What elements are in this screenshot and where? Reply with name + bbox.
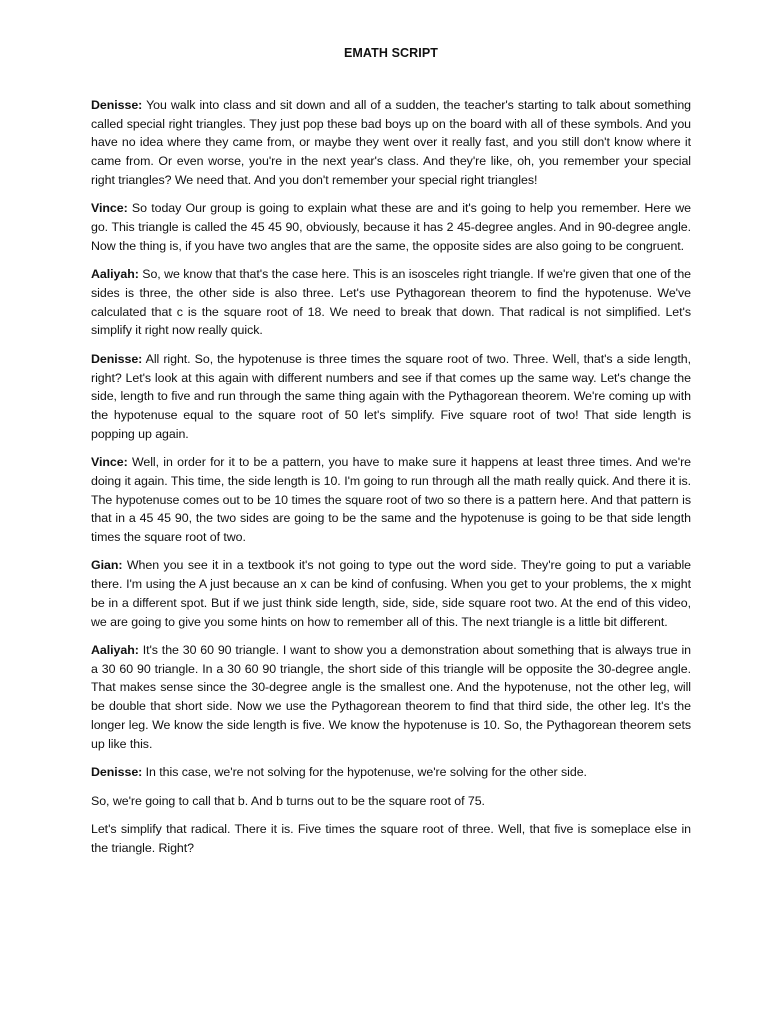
dialogue-text: All right. So, the hypotenuse is three times the square root of two. Three. Well, that's a side length, right? Let's look at this again with different numbers and see if that comes up the same way. Let's change the side, length to five and run through the same thing again with the Pythagorean theorem. We're coming up with the hypotenuse equal to the square root of 50 let's simplify. Five square root of two! That side length is popping up again. <box>91 351 691 441</box>
script-paragraph <box>91 792 691 811</box>
speaker-name: Denisse: <box>91 351 143 366</box>
dialogue-text: When you see it in a textbook it's not going to type out the word side. They're going to put a variable there. I'm using the A just because an x can be kind of confusing. When you get to your problems, the x might be in a different spot. But if we just think side length, side, side, side square root two. At the end of this video, we are going to give you some hints on how to remember all of this. The next triangle is a little bit different. <box>91 558 691 629</box>
speaker-name: Denisse: <box>91 765 143 780</box>
speaker-name: Aaliyah: <box>91 267 139 282</box>
script-paragraph <box>91 265 691 340</box>
dialogue-text: So, we're going to call that b. And b turns out to be the square root of 75. <box>91 793 485 808</box>
dialogue-text: So today Our group is going to explain what these are and it's going to help you remember. Here we go. This triangle is called the 45 45 90, obviously, because it has 2 45-degree angles. And in 90-degree angle. Now the thing is, if you have two angles that are the same, the opposite sides are also going to be congruent. <box>91 201 691 253</box>
script-paragraph <box>91 763 691 782</box>
dialogue-text: You walk into class and sit down and all of a sudden, the teacher's starting to talk about something called special right triangles. They just pop these bad boys up on the board with all of these symbols. And you have no idea where they came from, or maybe they went over it really fast, and you still don't know where it came from. Or even worse, you're in the next year's class. And they're like, oh, you remember your special right triangles? We need that. And you don't remember your special right triangles! <box>91 98 691 187</box>
script-paragraph <box>91 641 691 753</box>
speaker-name: Denisse: <box>91 98 143 112</box>
script-paragraph <box>91 199 691 255</box>
dialogue-text: In this case, we're not solving for the hypotenuse, we're solving for the other side. <box>145 765 587 780</box>
dialogue-text: Well, in order for it to be a pattern, you have to make sure it happens at least three times. And we're doing it again. This time, the side length is 10. I'm going to run through all the math really quick. And there it is. The hypotenuse comes out to be 10 times the square root of two so there is a pattern here. And that pattern is that in a 45 45 90, the two sides are going to be the same and the hypotenuse is going to be that side length times the square root of two. <box>91 455 691 544</box>
script-paragraph <box>91 453 691 547</box>
speaker-name: Vince: <box>91 455 128 470</box>
script-paragraph <box>91 820 691 857</box>
speaker-name: Gian: <box>91 558 123 573</box>
page-title: EMATH SCRIPT <box>343 46 439 60</box>
dialogue-text: Let's simplify that radical. There it is. Five times the square root of three. Well, that five is someplace else in the triangle. Right? <box>91 822 691 855</box>
script-paragraph <box>91 556 691 631</box>
script-paragraph <box>91 96 691 190</box>
speaker-name: Aaliyah: <box>91 643 139 658</box>
script-paragraph <box>91 350 691 444</box>
dialogue-text: It's the 30 60 90 triangle. I want to show you a demonstration about something that is always true in a 30 60 90 triangle. In a 30 60 90 triangle, the short side of this triangle will be opposite the 30-degree angle. That makes sense since the 30-degree angle is the smallest one. And the hypotenuse, not the other leg, will be double that short side. Now we use the Pythagorean theorem to find that third side, the other leg. It's the longer leg. We know the side length is five. We know the hypotenuse is 10. So, the Pythagorean theorem sets up like this. <box>91 643 691 751</box>
dialogue-text: So, we know that that's the case here. This is an isosceles right triangle. If we're given that one of the sides is three, the other side is also three. Let's use Pythagorean theorem to find the hypotenuse. We've calculated that c is the square root of 18. We need to break that down. That radical is not simplified. Let's simplify it right now really quick. <box>91 267 691 338</box>
speaker-name: Vince: <box>91 201 128 216</box>
